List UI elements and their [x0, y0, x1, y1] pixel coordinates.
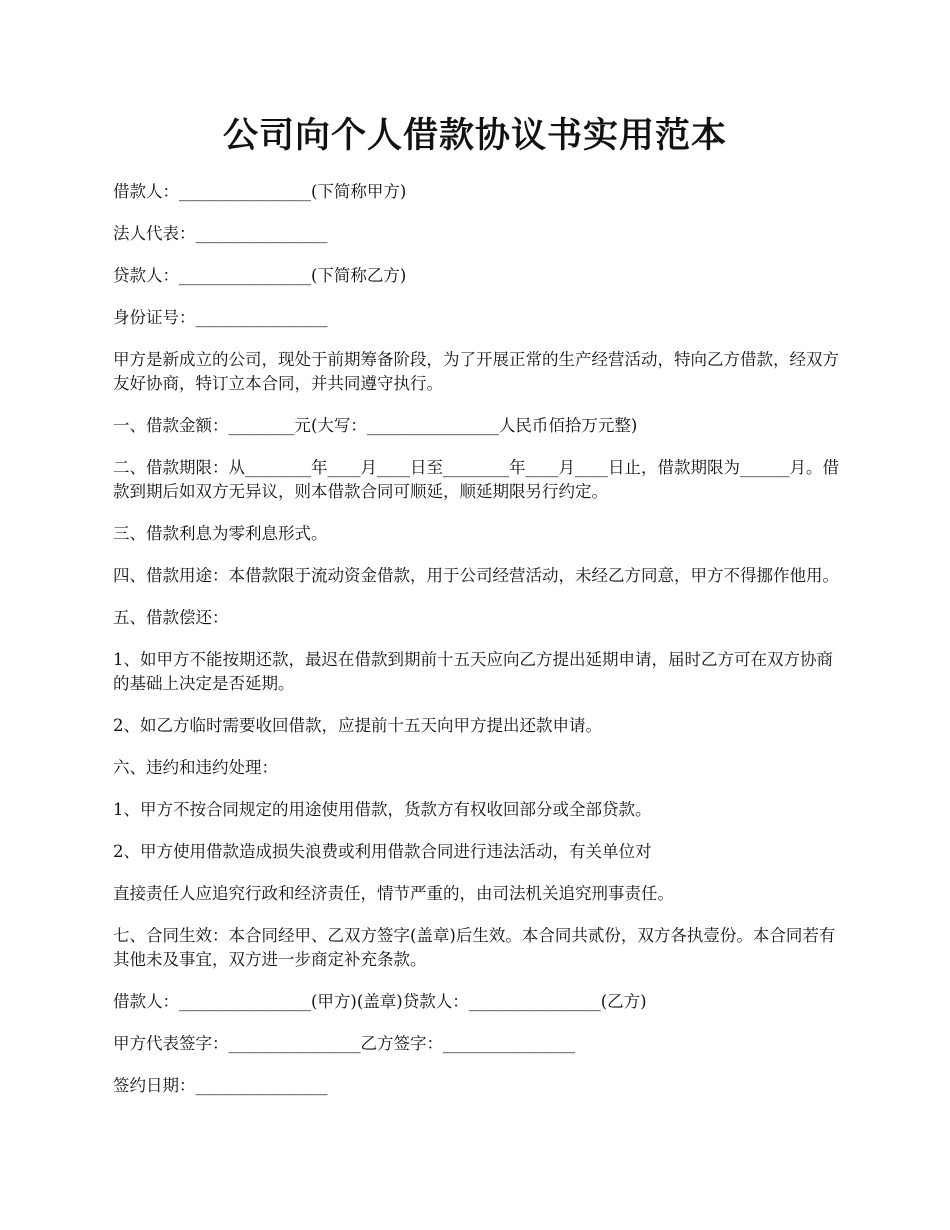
repayment-item-1: 1、如甲方不能按期还款，最迟在借款到期前十五天应向乙方提出延期申请，届时乙方可在双方协商的基础上决定是否延期。: [113, 650, 833, 693]
preamble-paragraph: 甲方是新成立的公司，现处于前期筹备阶段，为了开展正常的生产经营活动，特向乙方借款，经双方友好协商，特订立本合同，并共同遵守执行。: [113, 350, 839, 393]
breach-item-2: 2、甲方使用借款造成损失浪费或利用借款合同进行违法活动，有关单位对: [113, 842, 652, 861]
document-body: [113, 180, 840, 1116]
clause-repayment-heading: 五、借款偿还：: [113, 608, 229, 627]
signature-representatives-line: 甲方代表签字：________________乙方签字：________________: [113, 1034, 575, 1053]
id-number-line: 身份证号：________________: [113, 308, 328, 327]
borrower-line: 借款人：________________(下简称甲方): [113, 182, 407, 201]
clause-breach-heading: 六、违约和违约处理：: [113, 758, 278, 777]
signing-date-line: 签约日期：________________: [113, 1076, 328, 1095]
clause-loan-term: 二、借款期限：从________年____月____日至________年____月____日止，借款期限为______月。借款到期后如双方无异议，则本借款合同可顺延，顺延期限另行约定。: [113, 458, 839, 501]
clause-effectiveness: 七、合同生效：本合同经甲、乙双方签字(盖章)后生效。本合同共贰份，双方各执壹份。本合同若有其他未及事宜，双方进一步商定补充条款。: [113, 926, 836, 969]
clause-interest: 三、借款利息为零利息形式。: [113, 524, 328, 543]
clause-loan-amount: 一、借款金额：________元(大写：________________人民币佰拾万元整): [113, 416, 638, 435]
clause-loan-purpose: 四、借款用途：本借款限于流动资金借款，用于公司经营活动，未经乙方同意，甲方不得挪作他用。: [113, 566, 839, 585]
lender-line: 贷款人：________________(下简称乙方): [113, 266, 407, 285]
document-title: 公司向个人借款协议书实用范本: [222, 115, 727, 156]
signature-parties-line: 借款人：________________(甲方)(盖章)贷款人：________________(乙方): [113, 992, 647, 1011]
repayment-item-2: 2、如乙方临时需要收回借款，应提前十五天向甲方提出还款申请。: [113, 716, 602, 735]
legal-representative-line: 法人代表：________________: [113, 224, 328, 243]
breach-item-2-continued: 直接责任人应追究行政和经济责任，情节严重的，由司法机关追究刑事责任。: [113, 884, 674, 903]
breach-item-1: 1、甲方不按合同规定的用途使用借款，货款方有权收回部分或全部贷款。: [113, 800, 652, 819]
